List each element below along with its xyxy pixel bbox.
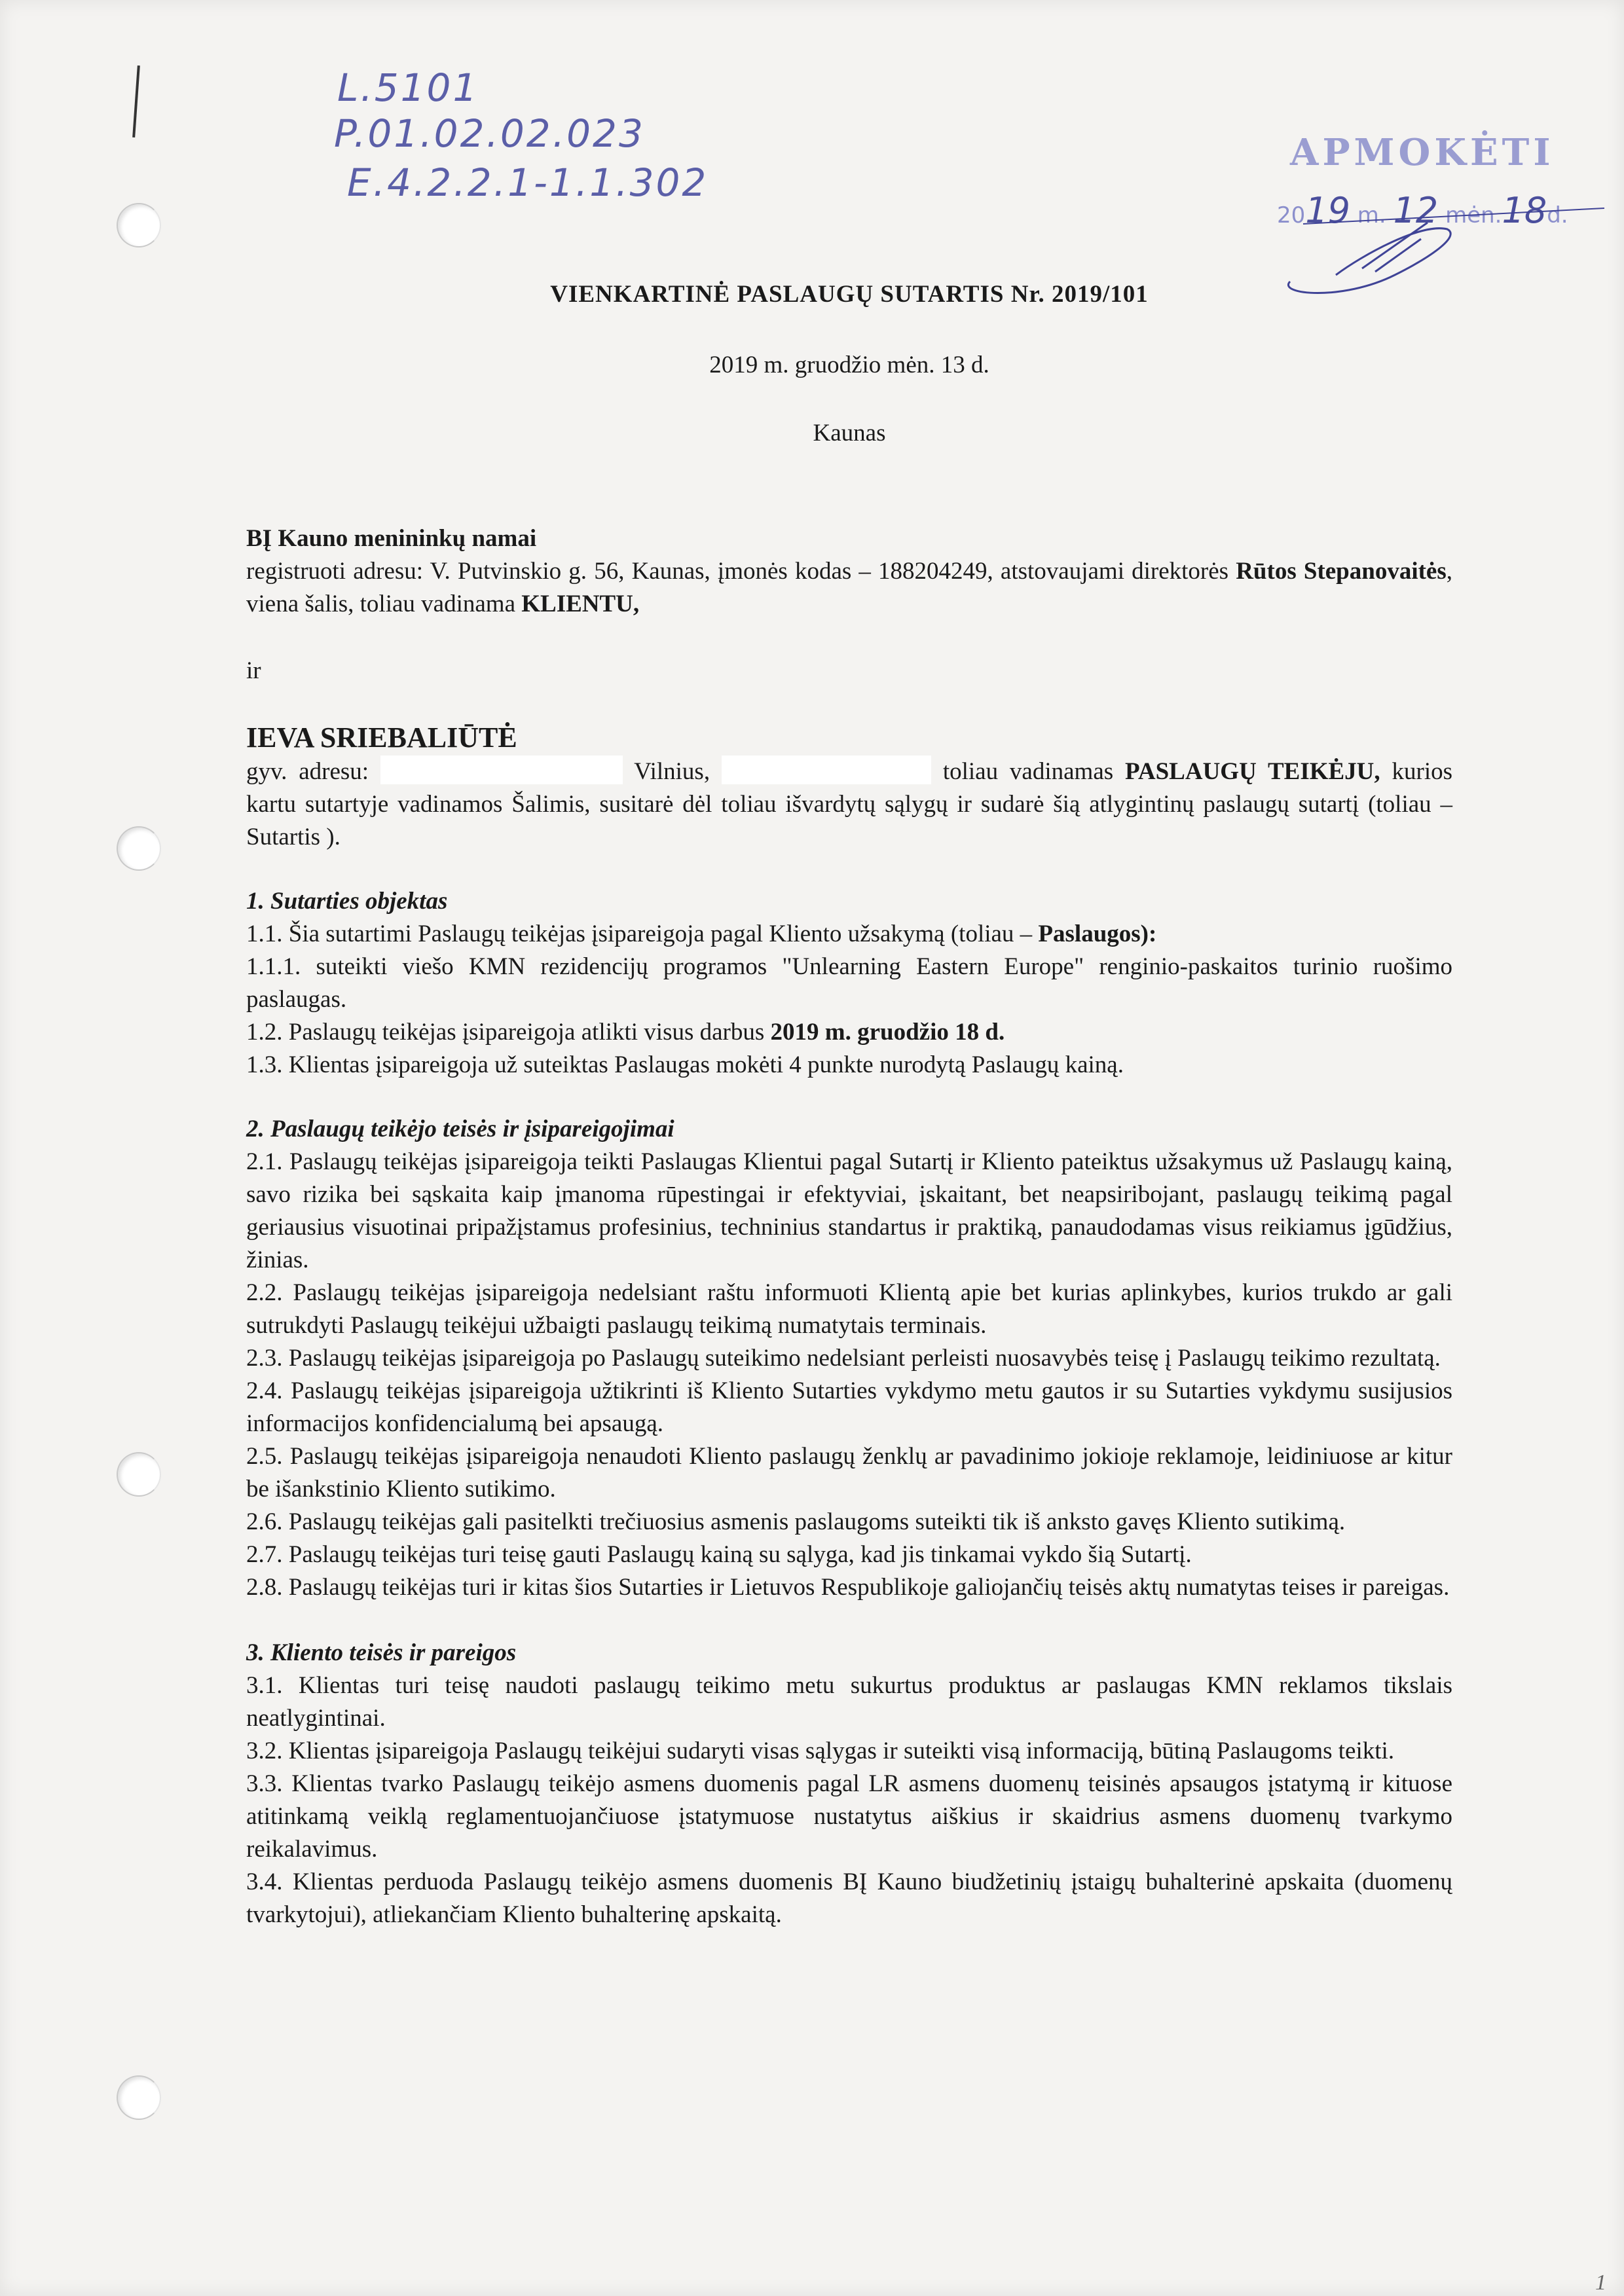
handwritten-note: L.5101 (337, 65, 479, 110)
client-details (246, 555, 1452, 621)
provider-alias: PASLAUGŲ TEIKĖJU, (1125, 758, 1380, 785)
stamp-title: APMOKĖTI (1290, 131, 1555, 174)
payment-stamp (1264, 131, 1604, 301)
clause-3-3: 3.3. Klientas tvarko Paslaugų teikėjo asmens duomenis pagal LR asmens duomenų teisinės apsaugos įstatymą ir kituose atitinkamą veiklą reglamentuojančiuose įstatymuose nustatytus aiškius ir skaidrius asmens duomenų tvarkymo reikalavimus. (246, 1770, 1452, 1863)
provider-agreement-text: kurios kartu sutartyje vadinamos Šalimis, susitarė dėl toliau išvardytų sąlygų ir sudarė šią atlygintinų paslaugų sutartį (toliau – Sutartis ). (246, 758, 1453, 850)
clause-3-1: 3.1. Klientas turi teisę naudoti paslaugų teikimo metu sukurtus produktus ar paslaugas KMN reklamos tikslais neatlygintinai. (246, 1672, 1452, 1732)
stamp-d-label: d. (1547, 202, 1568, 228)
clause-2-6: 2.6. Paslaugų teikėjas gali pasitelkti trečiuosius asmenis paslaugoms suteikti tik iš anksto gavęs Kliento sutikimą. (246, 1508, 1346, 1535)
clause-3-2: 3.2. Klientas įsipareigoja Paslaugų teikėjui sudaryti visas sąlygas ir suteikti visą informaciją, būtiną Paslaugoms teikti. (246, 1738, 1395, 1764)
provider-name: IEVA SRIEBALIŪTĖ (246, 721, 517, 754)
clause-1-2-deadline: 2019 m. gruodžio 18 d. (770, 1019, 1005, 1046)
clause-1-1-1: 1.1.1. suteikti viešo KMN rezidencijų programos "Unlearning Eastern Europe" renginio-paskaitos turinio ruošimo paslaugas. (246, 953, 1452, 1013)
client-representative: Rūtos Stepanovaitės (1236, 558, 1447, 585)
punch-hole (117, 826, 161, 871)
section-2-heading: 2. Paslaugų teikėjo teisės ir įsipareigojimai (246, 1116, 674, 1142)
page-number: 1 (1595, 2270, 1606, 2295)
clause-3-4: 3.4. Klientas perduoda Paslaugų teikėjo asmens duomenis BĮ Kauno biudžetinių įstaigų buhalterinė apskaita (duomenų tvarkytojui), atliekančiam Kliento buhalterinę apskaitą. (246, 1868, 1452, 1928)
contract-city: Kaunas (813, 420, 886, 446)
redacted-field (722, 756, 931, 784)
provider-city: Vilnius, (634, 758, 710, 785)
clause-2-3: 2.3. Paslaugų teikėjas įsipareigoja po Paslaugų suteikimo nedelsiant perleisti nuosavybės teisę į Paslaugų teikimo rezultatą. (246, 1345, 1441, 1372)
handwritten-note: P.01.02.02.023 (334, 111, 645, 156)
clause-1-2-text: 1.2. Paslaugų teikėjas įsipareigoja atlikti visus darbus (246, 1019, 765, 1046)
punch-hole (117, 2075, 161, 2120)
punch-hole (117, 1452, 161, 1497)
handwritten-note: E.4.2.2.1-1.1.302 (347, 160, 709, 205)
client-name: BĮ Kauno menininkų namai (246, 525, 537, 552)
stamp-day: 18 (1502, 190, 1547, 231)
provider-role-text: toliau vadinamas (942, 758, 1114, 785)
redacted-address (380, 756, 623, 784)
punch-hole (117, 203, 161, 247)
clause-2-1: 2.1. Paslaugų teikėjas įsipareigoja teikti Paslaugas Klientui pagal Sutartį ir Kliento pateiktus užsakymus už Paslaugų kainą, savo rizika bei sąskaita kaip įmanoma rūpestingai ir efektyviai, įskaitant, bet neapsiribojant, paslaugų teikimą pagal geriausius visuotinai pripažįstamus profesinius, techninius standartus ir praktiką, panaudodamas visus reikiamus įgūdžius, žinias. (246, 1148, 1452, 1273)
section-1-heading: 1. Sutarties objektas (246, 888, 448, 915)
conjunction: ir (246, 657, 261, 684)
stamp-year-prefix: 20 (1277, 202, 1306, 228)
section-3-heading: 3. Kliento teisės ir pareigos (246, 1639, 517, 1666)
clause-2-4: 2.4. Paslaugų teikėjas įsipareigoja užtikrinti iš Kliento Sutarties vykdymo metu gautos ir su Sutarties vykdymu susijusios informacijos konfidencialumą bei apsaugą. (246, 1377, 1452, 1437)
clause-1-1 (246, 918, 1452, 951)
client-alias: KLIENTU, (521, 591, 640, 617)
client-role-text: , viena šalis, toliau vadinama (246, 558, 1453, 617)
contract-title: VIENKARTINĖ PASLAUGŲ SUTARTIS Nr. 2019/101 (550, 281, 1149, 308)
clause-1-1-term: Paslaugos): (1038, 920, 1157, 947)
signature-scribble (1264, 131, 1604, 301)
clause-2-5: 2.5. Paslaugų teikėjas įsipareigoja nenaudoti Kliento paslaugų ženklų ar pavadinimo jokioje reklamoje, leidiniuose ar kitur be išankstinio Kliento sutikimo. (246, 1443, 1452, 1503)
provider-address-label: gyv. adresu: (246, 758, 369, 785)
provider-details (246, 756, 1452, 854)
clause-1-1-text: 1.1. Šia sutartimi Paslaugų teikėjas įsipareigoja pagal Kliento užsakymą (toliau – (246, 920, 1033, 947)
stamp-month: 12 (1393, 190, 1439, 231)
contract-date: 2019 m. gruodžio mėn. 13 d. (709, 352, 989, 378)
client-address-text: registruoti adresu: V. Putvinskio g. 56, Kaunas, įmonės kodas – 188204249, atstovaujami direktorės (246, 558, 1229, 585)
stamp-m-label: m. (1357, 202, 1386, 228)
clause-1-3: 1.3. Klientas įsipareigoja už suteiktas Paslaugas mokėti 4 punkte nurodytą Paslaugų kainą. (246, 1051, 1124, 1078)
staple-mark (132, 65, 140, 137)
clause-2-2: 2.2. Paslaugų teikėjas įsipareigoja nedelsiant raštu informuoti Klientą apie bet kurias aplinkybes, kurios trukdo ar gali sutrukdyti Paslaugų teikėjui užbaigti paslaugų teikimą numatytais terminais. (246, 1279, 1452, 1339)
clause-1-2 (246, 1016, 1452, 1049)
clause-2-7: 2.7. Paslaugų teikėjas turi teisę gauti Paslaugų kainą su sąlyga, kad jis tinkamai vykdo šią Sutartį. (246, 1541, 1192, 1568)
stamp-year: 19 (1305, 190, 1350, 231)
stamp-men-label: mėn. (1445, 202, 1502, 228)
clause-2-8: 2.8. Paslaugų teikėjas turi ir kitas šios Sutarties ir Lietuvos Respublikoje galiojančių teisės aktų numatytas teises ir pareigas. (246, 1574, 1450, 1601)
contract-body (246, 522, 1452, 1931)
